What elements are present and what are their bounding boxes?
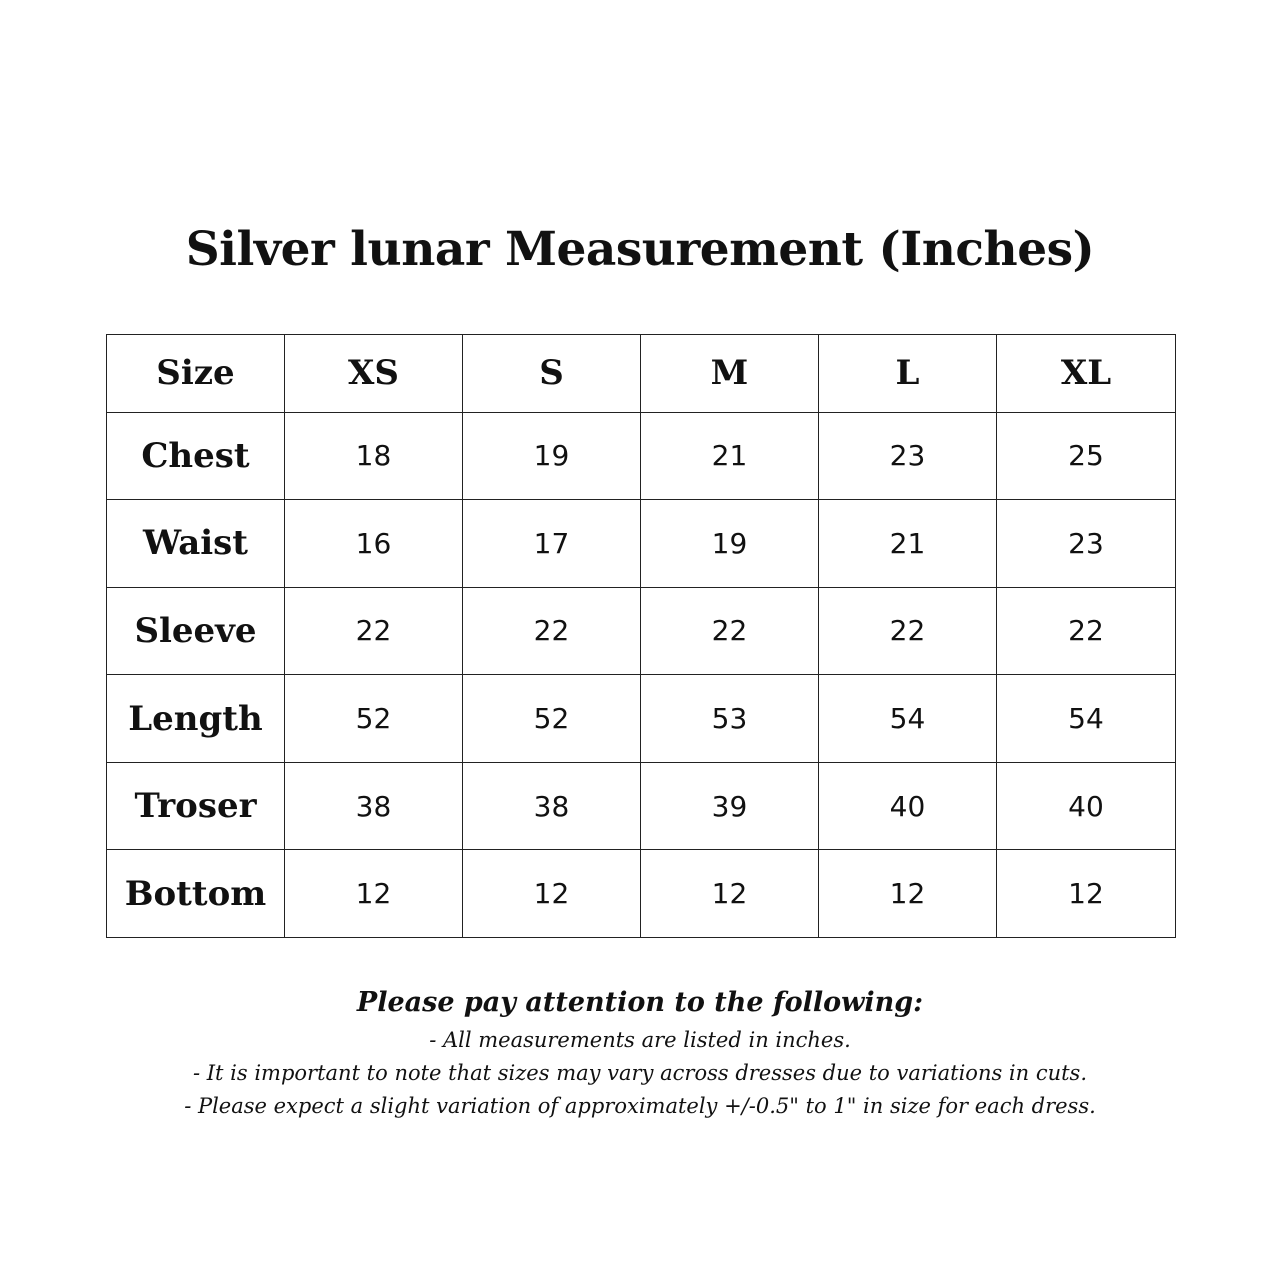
table-cell: 53	[641, 675, 819, 763]
table-cell: 12	[997, 850, 1176, 938]
table-cell: 16	[285, 500, 463, 588]
table-cell: 25	[997, 412, 1176, 500]
notes-section	[0, 982, 1280, 1123]
header-cell-size: Size	[107, 335, 285, 413]
table-cell: 19	[463, 412, 641, 500]
table-cell: 21	[641, 412, 819, 500]
table-cell: 18	[285, 412, 463, 500]
table-cell: 22	[997, 587, 1176, 675]
table-cell: 54	[997, 675, 1176, 763]
table-row	[107, 850, 1176, 938]
table-cell: 12	[285, 850, 463, 938]
table-cell: 22	[819, 587, 997, 675]
table-cell: 52	[285, 675, 463, 763]
header-cell-s: S	[463, 335, 641, 413]
row-label: Waist	[107, 500, 285, 588]
table-cell: 39	[641, 762, 819, 850]
table-cell: 12	[819, 850, 997, 938]
table-header-row	[107, 335, 1176, 413]
table-cell: 22	[463, 587, 641, 675]
row-label: Troser	[107, 762, 285, 850]
table-cell: 12	[463, 850, 641, 938]
page-title: Silver lunar Measurement (Inches)	[185, 222, 1095, 277]
table-cell: 12	[641, 850, 819, 938]
table-row	[107, 675, 1176, 763]
table-cell: 23	[819, 412, 997, 500]
table-cell: 21	[819, 500, 997, 588]
table-cell: 23	[997, 500, 1176, 588]
note-line: - All measurements are listed in inches.	[429, 1028, 851, 1052]
note-line: - It is important to note that sizes may vary across dresses due to variations in cuts.	[192, 1061, 1088, 1085]
row-label: Sleeve	[107, 587, 285, 675]
table-cell: 38	[285, 762, 463, 850]
size-chart-table	[106, 334, 1176, 938]
header-cell-l: L	[819, 335, 997, 413]
row-label: Bottom	[107, 850, 285, 938]
table-cell: 22	[285, 587, 463, 675]
table-cell: 19	[641, 500, 819, 588]
table-cell: 38	[463, 762, 641, 850]
table-row	[107, 587, 1176, 675]
table-cell: 40	[997, 762, 1176, 850]
header-cell-m: M	[641, 335, 819, 413]
notes-heading: Please pay attention to the following:	[356, 987, 924, 1018]
header-cell-xl: XL	[997, 335, 1176, 413]
row-label: Chest	[107, 412, 285, 500]
table-row	[107, 500, 1176, 588]
row-label: Length	[107, 675, 285, 763]
table-cell: 17	[463, 500, 641, 588]
note-line: - Please expect a slight variation of approximately +/-0.5" to 1" in size for each dress.	[184, 1094, 1096, 1118]
table-cell: 54	[819, 675, 997, 763]
table-row	[107, 762, 1176, 850]
table-cell: 40	[819, 762, 997, 850]
header-cell-xs: XS	[285, 335, 463, 413]
table-cell: 22	[641, 587, 819, 675]
table-cell: 52	[463, 675, 641, 763]
table-row	[107, 412, 1176, 500]
